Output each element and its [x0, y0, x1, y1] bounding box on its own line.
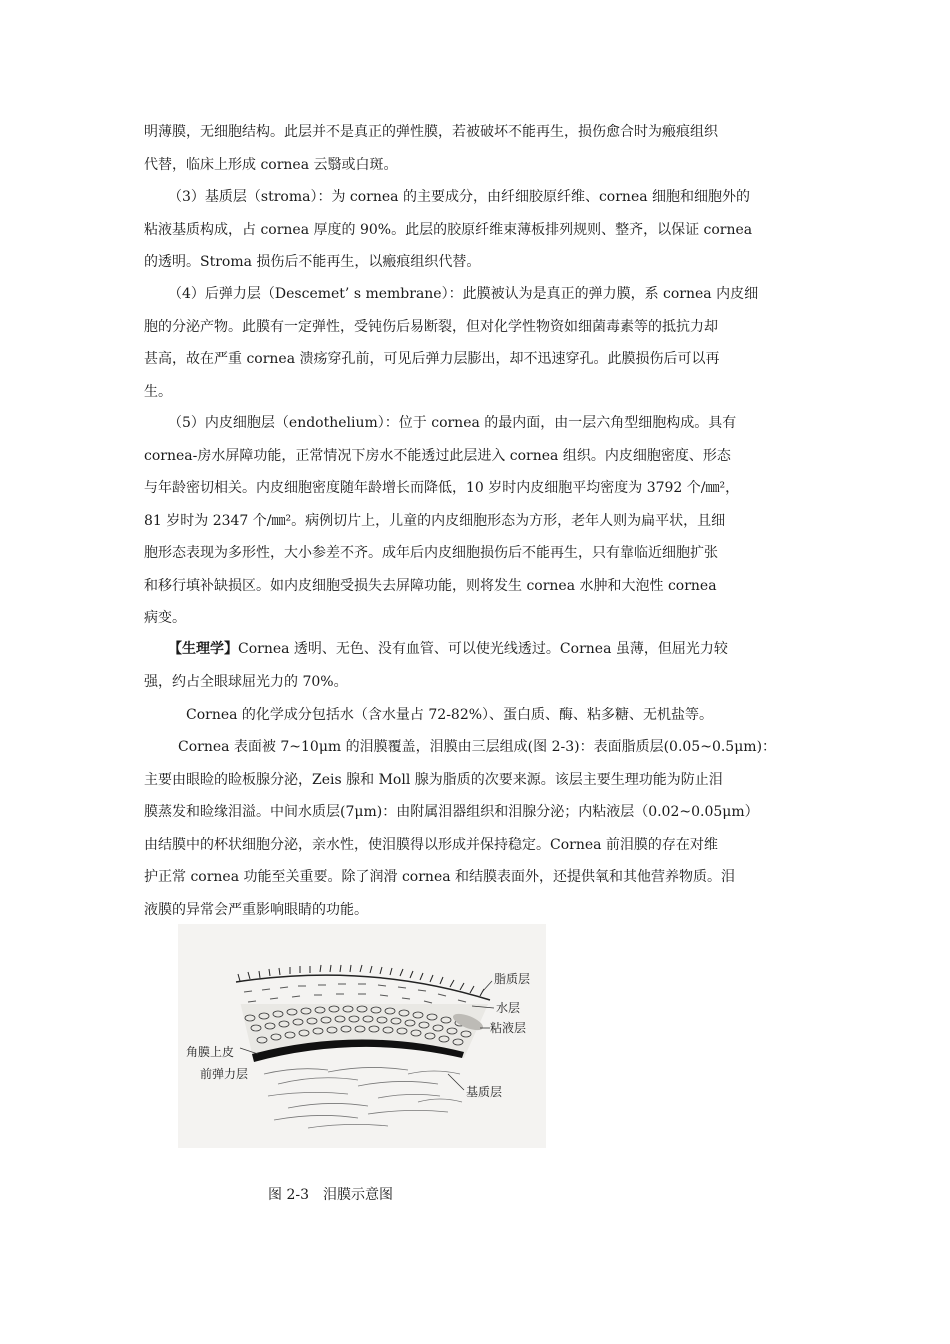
text-line: （3）基质层（stroma）：为 cornea 的主要成分，由纤细胶原纤维、cornea 细胞和细胞外的 [168, 189, 751, 205]
paragraph-stroma [144, 181, 790, 279]
paragraph-descemet [144, 278, 790, 408]
text-line: Cornea 表面被 7~10μm 的泪膜覆盖，泪膜由三层组成(图 2-3)：表面脂质层(0.05~0.5μm)： [178, 739, 777, 755]
lipid-layer-line [236, 975, 490, 1000]
paragraph-chemistry [186, 699, 790, 732]
label-lipid-layer: 脂质层 [494, 972, 531, 986]
text-line: Cornea 的化学成分包括水（含水量占 72-82%）、蛋白质、酶、粘多糖、无机盐等。 [186, 707, 714, 723]
text-line: 和移行填补缺损区。如内皮细胞受损失去屏障功能，则将发生 cornea 水肿和大泡性 cornea [144, 577, 717, 594]
text-line: 胞形态表现为多形性，大小参差不齐。成年后内皮细胞损伤后不能再生，只有靠临近细胞扩张 [144, 545, 718, 561]
paragraph-endothelium [144, 407, 790, 635]
text-line: 强，约占全眼球屈光力的 70%。 [144, 673, 348, 690]
paragraph-physiology [144, 633, 790, 698]
text-line: 胞的分泌产物。此膜有一定弹性，受钝伤后易断裂，但对化学性物资如细菌毒素等的抵抗力却 [144, 318, 718, 335]
text-line: 代替，临床上形成 cornea 云翳或白斑。 [144, 156, 398, 173]
section-heading: 【生理学】 [168, 641, 238, 657]
text-line: （4）后弹力层（Descemet’ s membrane）：此膜被认为是真正的弹力膜，系 cornea 内皮细 [168, 286, 759, 302]
text-line: 粘液基质构成，占 cornea 厚度的 90%。此层的胶原纤维束薄板排列规则、整齐，以保证 cornea [144, 221, 753, 238]
paragraph-bowman-continuation [144, 116, 790, 181]
tear-film-illustration [178, 924, 546, 1148]
label-stroma: 基质层 [466, 1085, 503, 1099]
text-line: 主要由眼睑的睑板腺分泌，Zeis 腺和 Moll 腺为脂质的次要来源。该层主要生理功能为防止泪 [144, 771, 723, 788]
text-line: cornea-房水屏障功能，正常情况下房水不能透过此层进入 cornea 组织。内皮细胞密度、形态 [144, 447, 731, 464]
paragraph-tear-film [144, 731, 790, 926]
text-line: （5）内皮细胞层（endothelium）：位于 cornea 的最内面，由一层六角型细胞构成。具有 [168, 415, 737, 431]
stroma-fibers [264, 1067, 462, 1128]
label-aqueous-layer: 水层 [496, 1001, 521, 1015]
text-line [144, 633, 790, 666]
text-line: 护正常 cornea 功能至关重要。除了润滑 cornea 和结膜表面外，还提供氧和其他营养物质。泪 [144, 869, 736, 885]
lipid-layer-bristles [238, 965, 484, 996]
text-line: 生。 [144, 383, 172, 400]
label-corneal-epithelium: 角膜上皮 [186, 1045, 235, 1059]
text-line: 81 岁时为 2347 个/㎜²。病例切片上，儿童的内皮细胞形态为方形，老年人则为扁平状，且细 [144, 512, 726, 529]
text-line: 膜蒸发和睑缘泪溢。中间水质层(7μm)：由附属泪器组织和泪腺分泌；内粘液层（0.02~0.05μm） [144, 804, 759, 820]
text-line: 病变。 [144, 610, 186, 626]
text-line: 与年龄密切相关。内皮细胞密度随年龄增长而降低，10 岁时内皮细胞平均密度为 3792 个/㎜²， [144, 480, 740, 496]
physiology-text: Cornea 透明、无色、没有血管、可以使光线透过。Cornea 虽薄，但屈光力较 [238, 641, 728, 657]
label-bowman-layer: 前弹力层 [200, 1067, 249, 1081]
tear-film-diagram [178, 924, 546, 1148]
text-line: 明薄膜，无细胞结构。此层并不是真正的弹性膜，若被破坏不能再生，损伤愈合时为瘢痕组织 [144, 124, 718, 140]
text-line: 液膜的异常会严重影响眼睛的功能。 [144, 901, 368, 918]
text-line: 由结膜中的杯状细胞分泌，亲水性，使泪膜得以形成并保持稳定。Cornea 前泪膜的存在对维 [144, 836, 718, 853]
label-mucin-layer: 粘液层 [490, 1021, 527, 1035]
figure-caption: 图 2-3 泪膜示意图 [268, 1187, 393, 1203]
text-line: 甚高，故在严重 cornea 溃疡穿孔前，可见后弹力层膨出，却不迅速穿孔。此膜损伤后可以再 [144, 351, 720, 367]
text-line: 的透明。Stroma 损伤后不能再生，以瘢痕组织代替。 [144, 254, 481, 270]
